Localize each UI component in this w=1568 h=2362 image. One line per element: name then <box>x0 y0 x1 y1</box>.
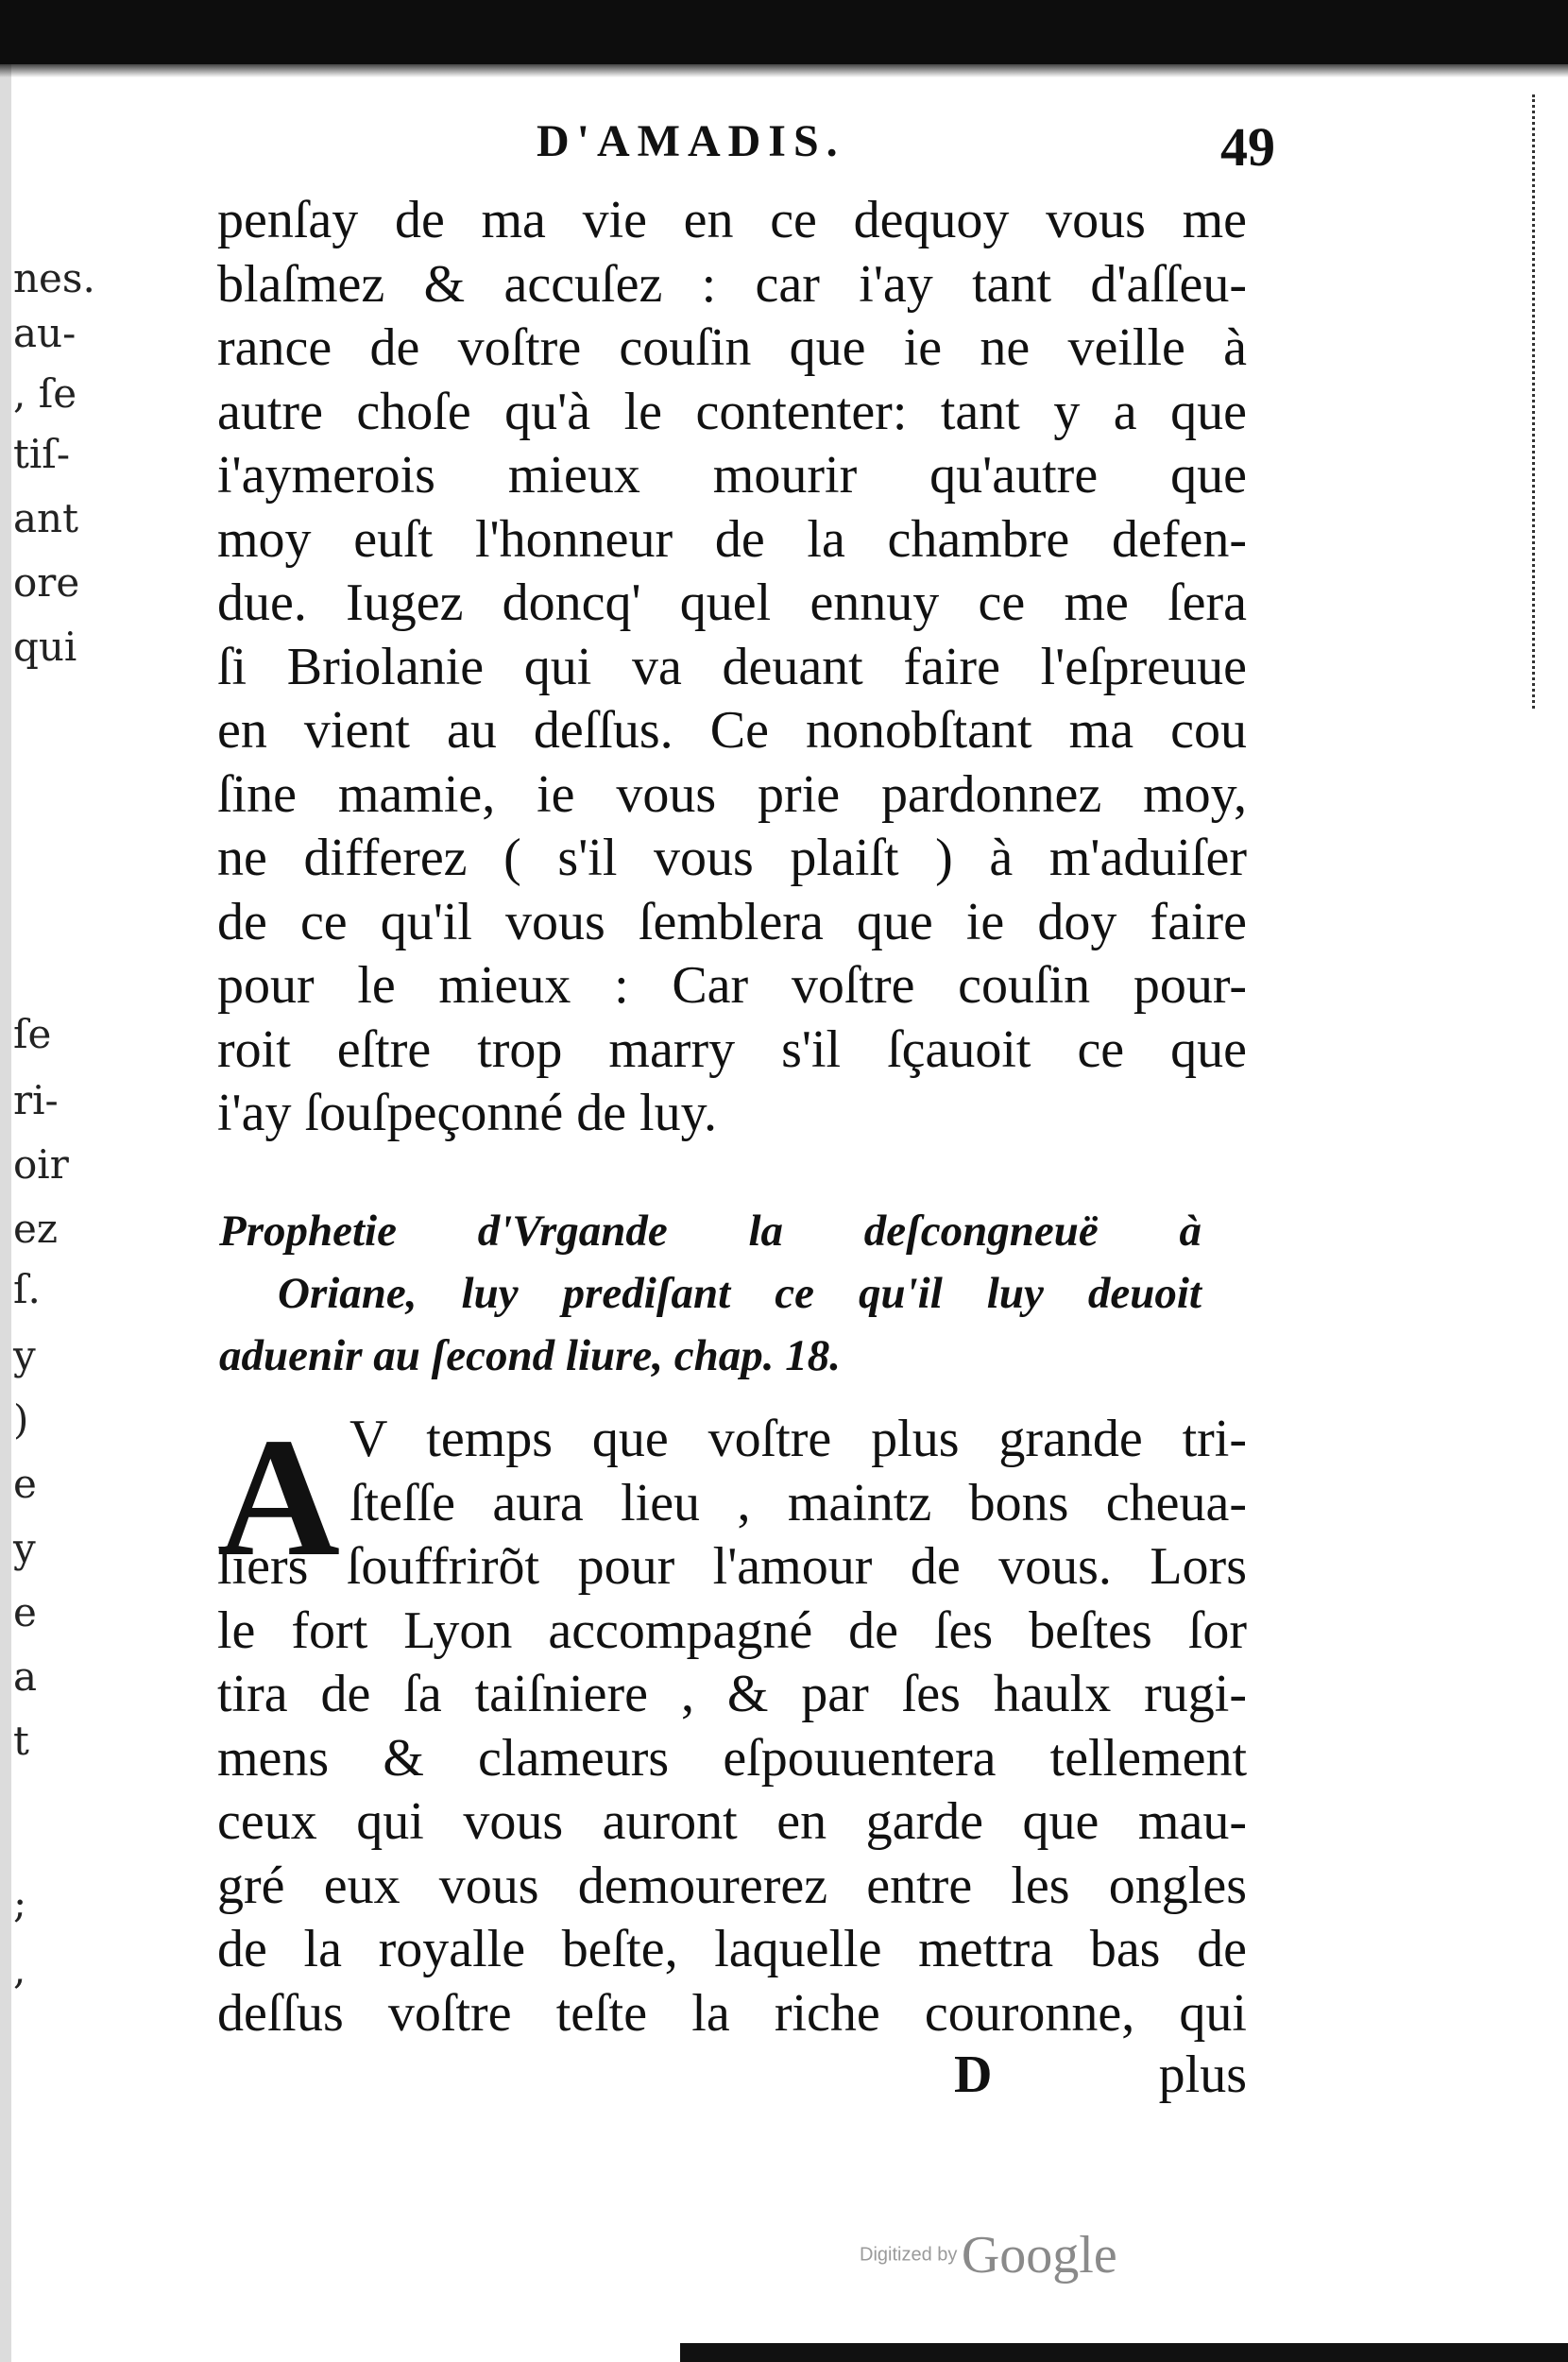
bleed-fragment: , ſe <box>13 370 77 417</box>
watermark-brand: Google <box>961 2226 1117 2285</box>
text-line: de ce qu'il vous ſemblera que ie doy faire <box>217 892 1247 951</box>
bleed-fragment: ) <box>13 1396 29 1443</box>
text-line: ſine mamie, ie vous prie pardonnez moy, <box>217 764 1247 824</box>
chapter-heading <box>219 1200 1202 1387</box>
bleed-fragment: tiſ- <box>13 431 71 477</box>
bleed-fragment: ore <box>13 559 80 606</box>
text-line: roit eſtre trop marry s'il ſçauoit ce que <box>217 1019 1247 1079</box>
page-gutter <box>0 0 11 2362</box>
text-line: autre choſe qu'à le contenter: tant y a que <box>217 382 1247 441</box>
text-line: deſſus voſtre teſte la riche couronne, qui <box>217 1983 1247 2043</box>
text-line: en vient au deſſus. Ce nonobſtant ma cou <box>217 701 1247 760</box>
text-line: liers ſouffrirõt pour l'amour de vous. Lors <box>217 1537 1247 1596</box>
running-head: D'AMADIS. <box>537 116 845 166</box>
text-line: le fort Lyon accompagné de ſes beſtes ſor <box>217 1600 1247 1660</box>
text-line: gré eux vous demourerez entre les ongles <box>217 1856 1247 1915</box>
body-text <box>217 189 1247 1146</box>
bleed-fragment: au- <box>13 310 77 356</box>
bleed-fragment: , <box>13 1946 26 1993</box>
bleed-fragment: ; <box>13 1880 27 1926</box>
heading-line: aduenir au ſecond liure, chap. 18. <box>219 1331 842 1380</box>
text-line: ne differez ( s'il vous plaiſt ) à m'aduiſer <box>217 829 1247 887</box>
signature-mark: D <box>954 2045 993 2104</box>
text-line: V temps que voſtre plus grande tri- <box>349 1410 1247 1468</box>
bleed-fragment: oir <box>13 1141 69 1188</box>
bleed-fragment: t <box>13 1718 29 1764</box>
text-line: ſi Briolanie qui va deuant faire l'eſpreuue <box>217 637 1247 696</box>
text-line: due. Iugez doncq' quel ennuy ce me ſera <box>217 573 1247 632</box>
text-line: moy euſt l'honneur de la chambre defen- <box>217 509 1247 569</box>
bleed-fragment: y <box>13 1332 36 1378</box>
text-line: rance de voſtre couſin que ie ne veille à <box>217 318 1247 377</box>
text-line: blaſmez & accuſez : car i'ay tant d'aſſeu- <box>217 254 1247 314</box>
text-line: ceux qui vous auront en garde que mau- <box>217 1792 1247 1851</box>
bleed-fragment: e <box>13 1589 37 1635</box>
bleed-fragment: a <box>13 1653 38 1700</box>
text-line: penſay de ma vie en ce dequoy vous me <box>217 191 1247 249</box>
text-line: i'aymerois mieux mourir qu'autre que <box>217 446 1247 505</box>
chapter-text <box>217 1403 1247 2045</box>
scan-right-edge <box>1532 94 1544 709</box>
footer-line <box>217 2044 1247 2107</box>
bleed-fragment: ri- <box>13 1077 59 1123</box>
bleed-fragment: ſe <box>13 1011 52 1057</box>
text-line: tira de ſa taiſniere , & par ſes haulx rugi- <box>217 1665 1247 1723</box>
bleed-fragment: qui <box>13 624 77 670</box>
bleed-fragment: ant <box>13 495 78 541</box>
text-line: pour le mieux : Car voſtre couſin pour- <box>217 956 1247 1015</box>
heading-line: Oriane, luy prediſant ce qu'il luy deuoit <box>278 1269 1202 1318</box>
digitization-watermark <box>860 2225 1117 2285</box>
text-line: i'ay ſouſpeçonné de luy. <box>217 1084 717 1142</box>
watermark-prefix: Digitized by <box>860 2244 958 2266</box>
bleed-fragment: ſ. <box>13 1266 41 1312</box>
text-line: de la royalle beſte, laquelle mettra bas de <box>217 1920 1247 1978</box>
bleed-fragment: e <box>13 1461 37 1507</box>
page-header <box>0 115 1568 181</box>
scan-bottom-edge <box>680 2343 1568 2362</box>
bleed-fragment: nes. <box>13 255 95 301</box>
scan-top-edge <box>0 0 1568 64</box>
heading-line: Prophetie d'Vrgande la deſcongneuë à <box>219 1207 1202 1256</box>
page-number: 49 <box>1220 116 1275 178</box>
bleed-fragment: y <box>13 1525 36 1571</box>
text-line: ſteſſe aura lieu , maintz bons cheua- <box>349 1473 1247 1532</box>
catchword: plus <box>1158 2045 1247 2104</box>
bleed-fragment: ez <box>13 1206 58 1252</box>
drop-cap: A <box>217 1403 340 1591</box>
left-margin-bleed <box>13 0 95 2315</box>
text-line: mens & clameurs eſpouuentera tellement <box>217 1728 1247 1788</box>
